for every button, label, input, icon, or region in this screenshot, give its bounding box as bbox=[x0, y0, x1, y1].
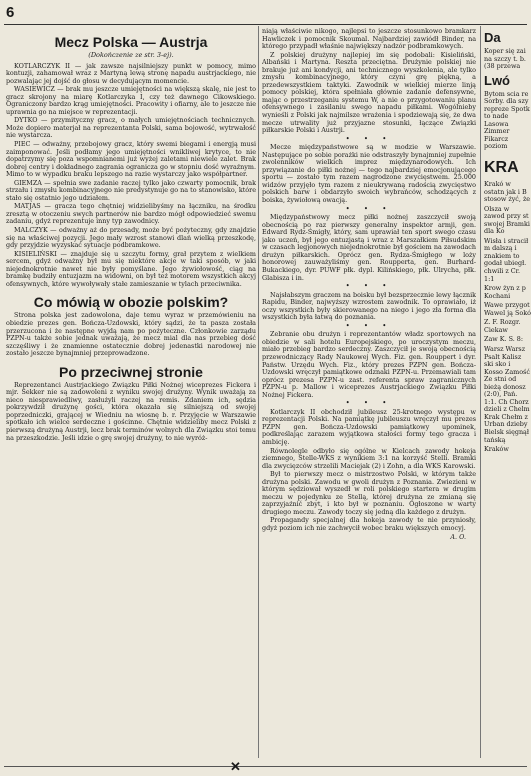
column-divider-2 bbox=[480, 26, 481, 758]
separator-dots: • • • bbox=[345, 282, 393, 291]
bottom-rule bbox=[4, 766, 527, 767]
paragraph: Zebranie obu drużyn i reprezentantów władz sportowych na obiedzie w sali hotelu Europejskiego, po uroczystym meczu, miało przebieg bardzo serdeczny. Zaszczycił je swoją obecnością przewodniczący Rady Naukowej Wych. Fiz. gen. Rouppert i dyr. Państw. Urzędu Wych. Fiz., który prezes PZPN gen. Bończa-Uzdowski wręczył pamiątkowe odznaki PZPN-u. Przemawiali tam oprócz prezesa PZPN-u zast. referenta spraw zagranicznych PZPN-u p. Mallow i wiceprezes Austrjackiego Związku Piłki Nożnej Fickera. bbox=[262, 330, 476, 399]
paragraph: Bytom scia re Sorby. dla szy repreze Spotk to nade Lasowa Zimmer Fikarcz poziom bbox=[484, 89, 530, 151]
paragraph: Reprezentanci Austrjackiego Związku Piłki Nożnej wiceprezes Fickera i mjr. Sekker nie są zadowoleni z wyniku swojej drużyny. Wynik uważają za nieco niesprawiedliwy, zasłużyli raczej na remis. Zdaniem ich, sędzia pokrzywdził drużynę gości, która okazała się silniejszą od swojej poprzedniczki, grającej w Wiedniu na wiosnę b. r. Przyjęcie w Warszawie spotkało ich wielce serdeczne i gościnne. Chętnie widzieliby mecz Polski z pierwszą drużyną Austrji, lecz brak terminów wolnych dla Związku stoi temu na przeszkodzie. Jeśli idzie o grę swojej drużyny, to nie wyróż- bbox=[6, 380, 256, 442]
page-number: 6 bbox=[6, 4, 15, 21]
column-3-cropped bbox=[484, 28, 531, 760]
paragraph: Mecze międzypaństwowe są w modzie w Warszawie. Następujące po sobie porażki nie odstraszyły bynajmniej zupełnie zwolenników wielkich imprez międzynarodowych. Ich przywiązanie do piłki nożnej — tego najbardziej emocjonującego sportu — zostało tym razem nagrodzone zwycięstwem. 25.000 widzów przyjęło tym razem z nieukrywaną radością zwycięstwo polskich barw i obdarzyło swoich wybrańców, schodzących z boiska, żywiołową owacją. bbox=[262, 143, 476, 205]
paragraph: Z polskiej drużyny najlepiej im się podobali: Kisieliński, Albański i Martyna. Reszta przeciętna. Drużynie polskiej nie brakuje już ani kondycji, ani technicznego wyszkolenia, ale tylko zmysłu kombinacyjnego, który czyni grę piękną, a przedewszystkiem taktyki. Zawodnik w wielkiej mierze linją pomocy polskiej, która spełniała głównie zadanie defensywne, mając o przestrzeganiu systemu W, a nie o przygotowaniu planu ofensywnego i zasilaniu swego napadu piłkami. Wogólnieby wynieśli z Polski jak najmilsze wrażenia i spodziewają się, że dwa mecze utrwality już przyjazne stosunki, łączące Związki piłkarskie Polski i Austrji. bbox=[262, 50, 476, 135]
paragraph: Kotlarczyk II obchodził jubileusz 25-krotnego występu w reprezentacji Polski. Na pamiątkę jubileuszu wręczył mu prezes PZPN gen. Bończa-Uzdowski pamiątkowy upominek, podkreślając zarazem wyjątkowa stałości formy tego gracza i ambicję. bbox=[262, 407, 476, 446]
separator-dots: • • • bbox=[345, 399, 393, 408]
paragraph: Międzypaństwowy mecz piłki nożnej zaszczycił swoją obecnością po raz pierwszy generalny inspektor armji, gen. Edward Rydz-Śmigły, który, sam uprawiał ten sport swego czasu jako uczeń, był jego entuzjastą i wraz z Marszałkiem Piłsudskim w czasach legjonowych niejednokrotnie był gościem na zawodach drużyn piłkarskich. Oprócz gen. Rydza-Śmigłego w loży honorowej zauważyliśmy gen. Roupperta, gen. Burhard-Bukackiego, dyr. PUWF płk. dypl. Kilińskiego, płk. Ulrycha, płk. Glabisza i in. bbox=[262, 213, 476, 282]
headline-cropped: Da bbox=[484, 30, 501, 45]
paragraph: Propagandy specjalnej dla hokeja zawody te nie przyniosły, gdyż poziom ich nie zachwycił wobec braku większych emocyj. bbox=[262, 516, 476, 532]
separator-dots: • • • bbox=[345, 321, 393, 330]
paragraph: Z. F. Rozgr. Ciekaw bbox=[484, 318, 521, 334]
paragraph: MATJAS — gracza tego chętniej widzielibyśmy na łączniku, na środku zresztą w otoczeniu swych partnerów nie bardzo mógł odpowiedzieć swemu zadaniu, gdyż reprezentuje inny typ zawodnicy. bbox=[6, 202, 256, 226]
headline-cropped: KRA bbox=[484, 159, 519, 177]
paragraph: Kraków bbox=[484, 445, 509, 454]
paragraph: Był to pierwszy mecz o mistrzostwo Polski, w którym także drużyna polski. Zawodu w gwoli drużyn z Poznania. Zwiezieni w którym sędziował wyszedł w roli polskiego startera w drugim meczu w pojedynku ze Stellą, której drużyna ze zmianą się zaprzyjaźnić zbyt, i kto był w poznaniu. Ogłoszone w warty drugiego meczu. Zawody toczy się jedną dla każdego z drużyn. bbox=[262, 470, 476, 516]
ornament-icon: ✕ bbox=[230, 760, 241, 775]
paragraph: DYTKO — przymityczny gracz, o małych umiejętnościach technicznych. Może dopiero materjał na reprezentanta Polski, sama bojowość, wytrwałość nie wystarcza. bbox=[6, 116, 256, 140]
column-divider-1 bbox=[258, 26, 259, 758]
paragraph: Warsz Warsz Psalt Kalisz ski sko i Kosso Zamość Ze stni od bieżą donosz (2:0), Pań. 1:1. Ch Chorz dzieli z Chelm Krak Chełm z Urban dzieby Bielsk sięgnął tańską bbox=[484, 344, 530, 444]
paragraph: KOTLARCZYK II — jak zawsze najsilniejszy punkt w pomocy, mimo kontuzji, zahamował wraz z Martyną lewą stronę napadu austrjackiego, nie pozwalając jej dojść do głosu w decydującym momencie. bbox=[6, 61, 256, 85]
column-2 bbox=[262, 28, 476, 760]
paragraph: GIEMZA — spełnia swe zadanie raczej tylko jako czwarty pomocnik, brak strzału i zmysłu kombinacyjnego nie predystynuje go na to stanowisko, które stało się ostatnio jego udziałem. bbox=[6, 178, 256, 202]
paragraph: niają właściwie nikogo, najlepsi to jeszcze stosunkowo bramkarz Hawliczek i pomocnik Skoumal. Najbardziej zawiódł Binder, na którego przypadł właśnie największy nadzór podbramkowych. bbox=[262, 28, 476, 51]
paragraph: Krow żyn z p Kochani bbox=[484, 284, 526, 300]
paragraph: Olsza w zawod przy st swojej Bramki dla Ko bbox=[484, 204, 530, 236]
column-1 bbox=[6, 28, 256, 760]
paragraph: KISIELIŃSKI — znajduje się u szczytu formy, grał przytem z wielkiem sercem, gdyż odważny był mu się niektóre akcje w taki sposób, w jaki niejednokrotnie nawet nie były pomyślane. Jego żywiołowość, ciąg na bramkę budziły entuzjazm na widowni, on był też motorem wszystkich akcyj ofensywnych, które wywoływały stałe zamieszanie w tylach przeciwnika. bbox=[6, 249, 256, 288]
paragraph: Najsłabszym graczem na boisku był bezsprzecznie lewy łącznik Rapidu, Binder, najwyższy wzrostem zawodnik. To oprawiało, iż oczy wszystkich były skierowanego na niego i jego zła forma dla wszystkich była łatwą do poznania. bbox=[262, 290, 476, 322]
paragraph: Równolegle odbyło się ogólne w Kielcach zawody hokeja ziemnego, Stelle-WKS z wynikiem 3:1 na korzyść Stelli. Bramki dla zwycięzców strzelili Maciejak (2) i Zohn, a dla WKS Karowski. bbox=[262, 446, 476, 470]
paragraph: Zaw K. S. 8: bbox=[484, 335, 524, 344]
paragraph: WASIEWICZ — brak mu jeszcze umiejętności na większą skalę, nie jest to gracz skrojony na miarę Kotlarczyka I, czy też dawnego Cikowskiego. Ograniczony bardzo krąg umiejętności. Pracowity i ofiarny, ale to jeszcze nie uprawnia go na miejsce w reprezentacji. bbox=[6, 85, 256, 116]
paragraph: MALCZYK — odważny aż do przesady, może być pożyteczny, gdy znajdzie się na właściwej pozycji. Jego mały wzrost stanowi dlań wielką przeszkodę, gdy przyjdzie wyzyskać sytuacje podbramkowe. bbox=[6, 226, 256, 250]
paragraph: Strona polska jest zadowolona, daje temu wyraz w przemówieniu na obiedzie prezes gen. Bończa-Uzdowski, który sądzi, że ta pasza została przerzucona i że następne wyjdą nam po pożyteczne. Członkowie zarządu PZPN-u także sobie jednak uważają, że mecz mial dla nas przebieg dość szczęśliwy i że znamienne ostatecznie dobrej jedenastki narodowej nie zostało jeszcze bynajmniej przeprowadzone. bbox=[6, 311, 256, 358]
headline-mecz-polska-austrja: Mecz Polska — Austrja bbox=[54, 34, 208, 50]
headline-co-mowia: Co mówią w obozie polskim? bbox=[33, 294, 229, 311]
paragraph: Krakó w ostatn jak i B stosow żyć, że bbox=[484, 180, 531, 204]
paragraph: Koper się zai na szczy t. b. (38 przewa bbox=[484, 47, 526, 71]
top-rule bbox=[4, 24, 527, 25]
headline-po-przeciwnej-stronie: Po przeciwnej stronie bbox=[59, 363, 203, 380]
paragraph: Wisła i stracił m dalszą i znakiem to godał ubiegł. chwili z Cr. 1:1 bbox=[484, 236, 529, 283]
paragraph: Wawe przygot Wawel ją Sokó bbox=[484, 301, 531, 317]
separator-dots: • • • bbox=[345, 204, 393, 213]
continuation-note: (Dokończenie ze str. 3-ej). bbox=[88, 51, 174, 59]
author-signature: A. O. bbox=[450, 532, 466, 541]
paragraph: PIEC — odważny, przebojowy gracz, który swemi biegami i energją musi zaimponować. Jeśli podłamy jego umiejętności wnikliwej krytyce, to nie dopatrzymy się poza wspomnianemi już wyżej zaletami niewiele zalet. Brak dobrej centry i dokładnego zagrania ogranicza go w stopniu dość wyraźnym. Mimo to w wypadku braku lepszego na razie wystarczy jako współpartner. bbox=[6, 140, 256, 179]
headline-cropped: Lwó bbox=[484, 72, 510, 88]
separator-dots: • • • bbox=[345, 134, 393, 143]
